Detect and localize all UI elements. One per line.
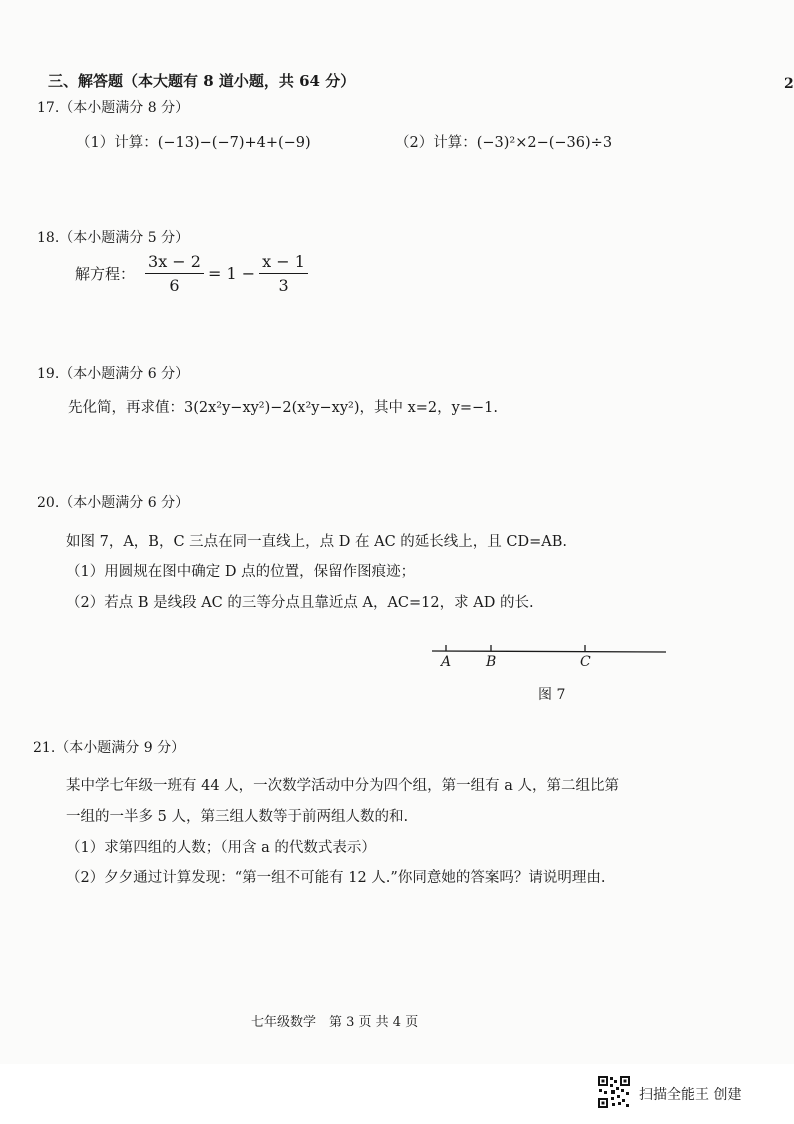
q18-frac1-numerator: 3x − 2	[145, 252, 204, 274]
q18-frac1-denominator: 6	[169, 276, 180, 295]
q21-line3: （1）求第四组的人数；（用含 a 的代数式表示）	[66, 840, 376, 856]
section-title: 三、解答题（本大题有 8 道小题，共 64 分）	[48, 72, 356, 90]
line-segment-figure	[420, 636, 680, 672]
edge-page-number: 2	[784, 76, 794, 92]
q18-middle: = 1 −	[207, 264, 256, 283]
q18-prefix: 解方程：	[75, 265, 136, 283]
q18-fraction-right	[259, 252, 308, 295]
figure-line	[432, 651, 666, 652]
q20-header: 20.（本小题满分 6 分）	[37, 495, 190, 511]
q20-line1: 如图 7，A，B，C 三点在同一直线上，点 D 在 AC 的延长线上，且 CD=AB.	[66, 534, 568, 550]
q17-header: 17.（本小题满分 8 分）	[37, 100, 190, 116]
q20-line2: （1）用圆规在图中确定 D 点的位置，保留作图痕迹；	[66, 564, 416, 580]
q19-text: 先化简，再求值：3(2x²y−xy²)−2(x²y−xy²)，其中 x=2，y=−1.	[68, 400, 498, 416]
figure-caption: 图 7	[538, 687, 566, 703]
qr-code-icon	[597, 1075, 631, 1109]
q18-equation	[75, 252, 310, 295]
q21-line4: （2）夕夕通过计算发现：“第一组不可能有 12 人.”你同意她的答案吗？请说明理由.	[66, 870, 606, 886]
page-footer: 七年级数学 第 3 页 共 4 页	[251, 1015, 419, 1030]
label-c: C	[580, 654, 591, 670]
scanner-watermark: 扫描全能王 创建	[639, 1087, 742, 1103]
q21-line2: 一组的一半多 5 人，第三组人数等于前两组人数的和.	[66, 809, 409, 825]
q17-part1: （1）计算：(−13)−(−7)+4+(−9)	[76, 135, 311, 151]
q18-frac2-denominator: 3	[278, 276, 289, 295]
label-b: B	[486, 654, 497, 670]
q18-fraction-left	[145, 252, 204, 295]
q21-line1: 某中学七年级一班有 44 人，一次数学活动中分为四个组，第一组有 a 人，第二组比第	[66, 778, 620, 794]
q18-frac2-numerator: x − 1	[259, 252, 308, 274]
q20-line3: （2）若点 B 是线段 AC 的三等分点且靠近点 A，AC=12，求 AD 的长.	[66, 595, 534, 611]
q18-header: 18.（本小题满分 5 分）	[37, 230, 190, 246]
q19-header: 19.（本小题满分 6 分）	[37, 366, 190, 382]
q17-part2: （2）计算：(−3)²×2−(−36)÷3	[395, 135, 613, 151]
q21-header: 21.（本小题满分 9 分）	[33, 740, 186, 756]
label-a: A	[441, 654, 452, 670]
